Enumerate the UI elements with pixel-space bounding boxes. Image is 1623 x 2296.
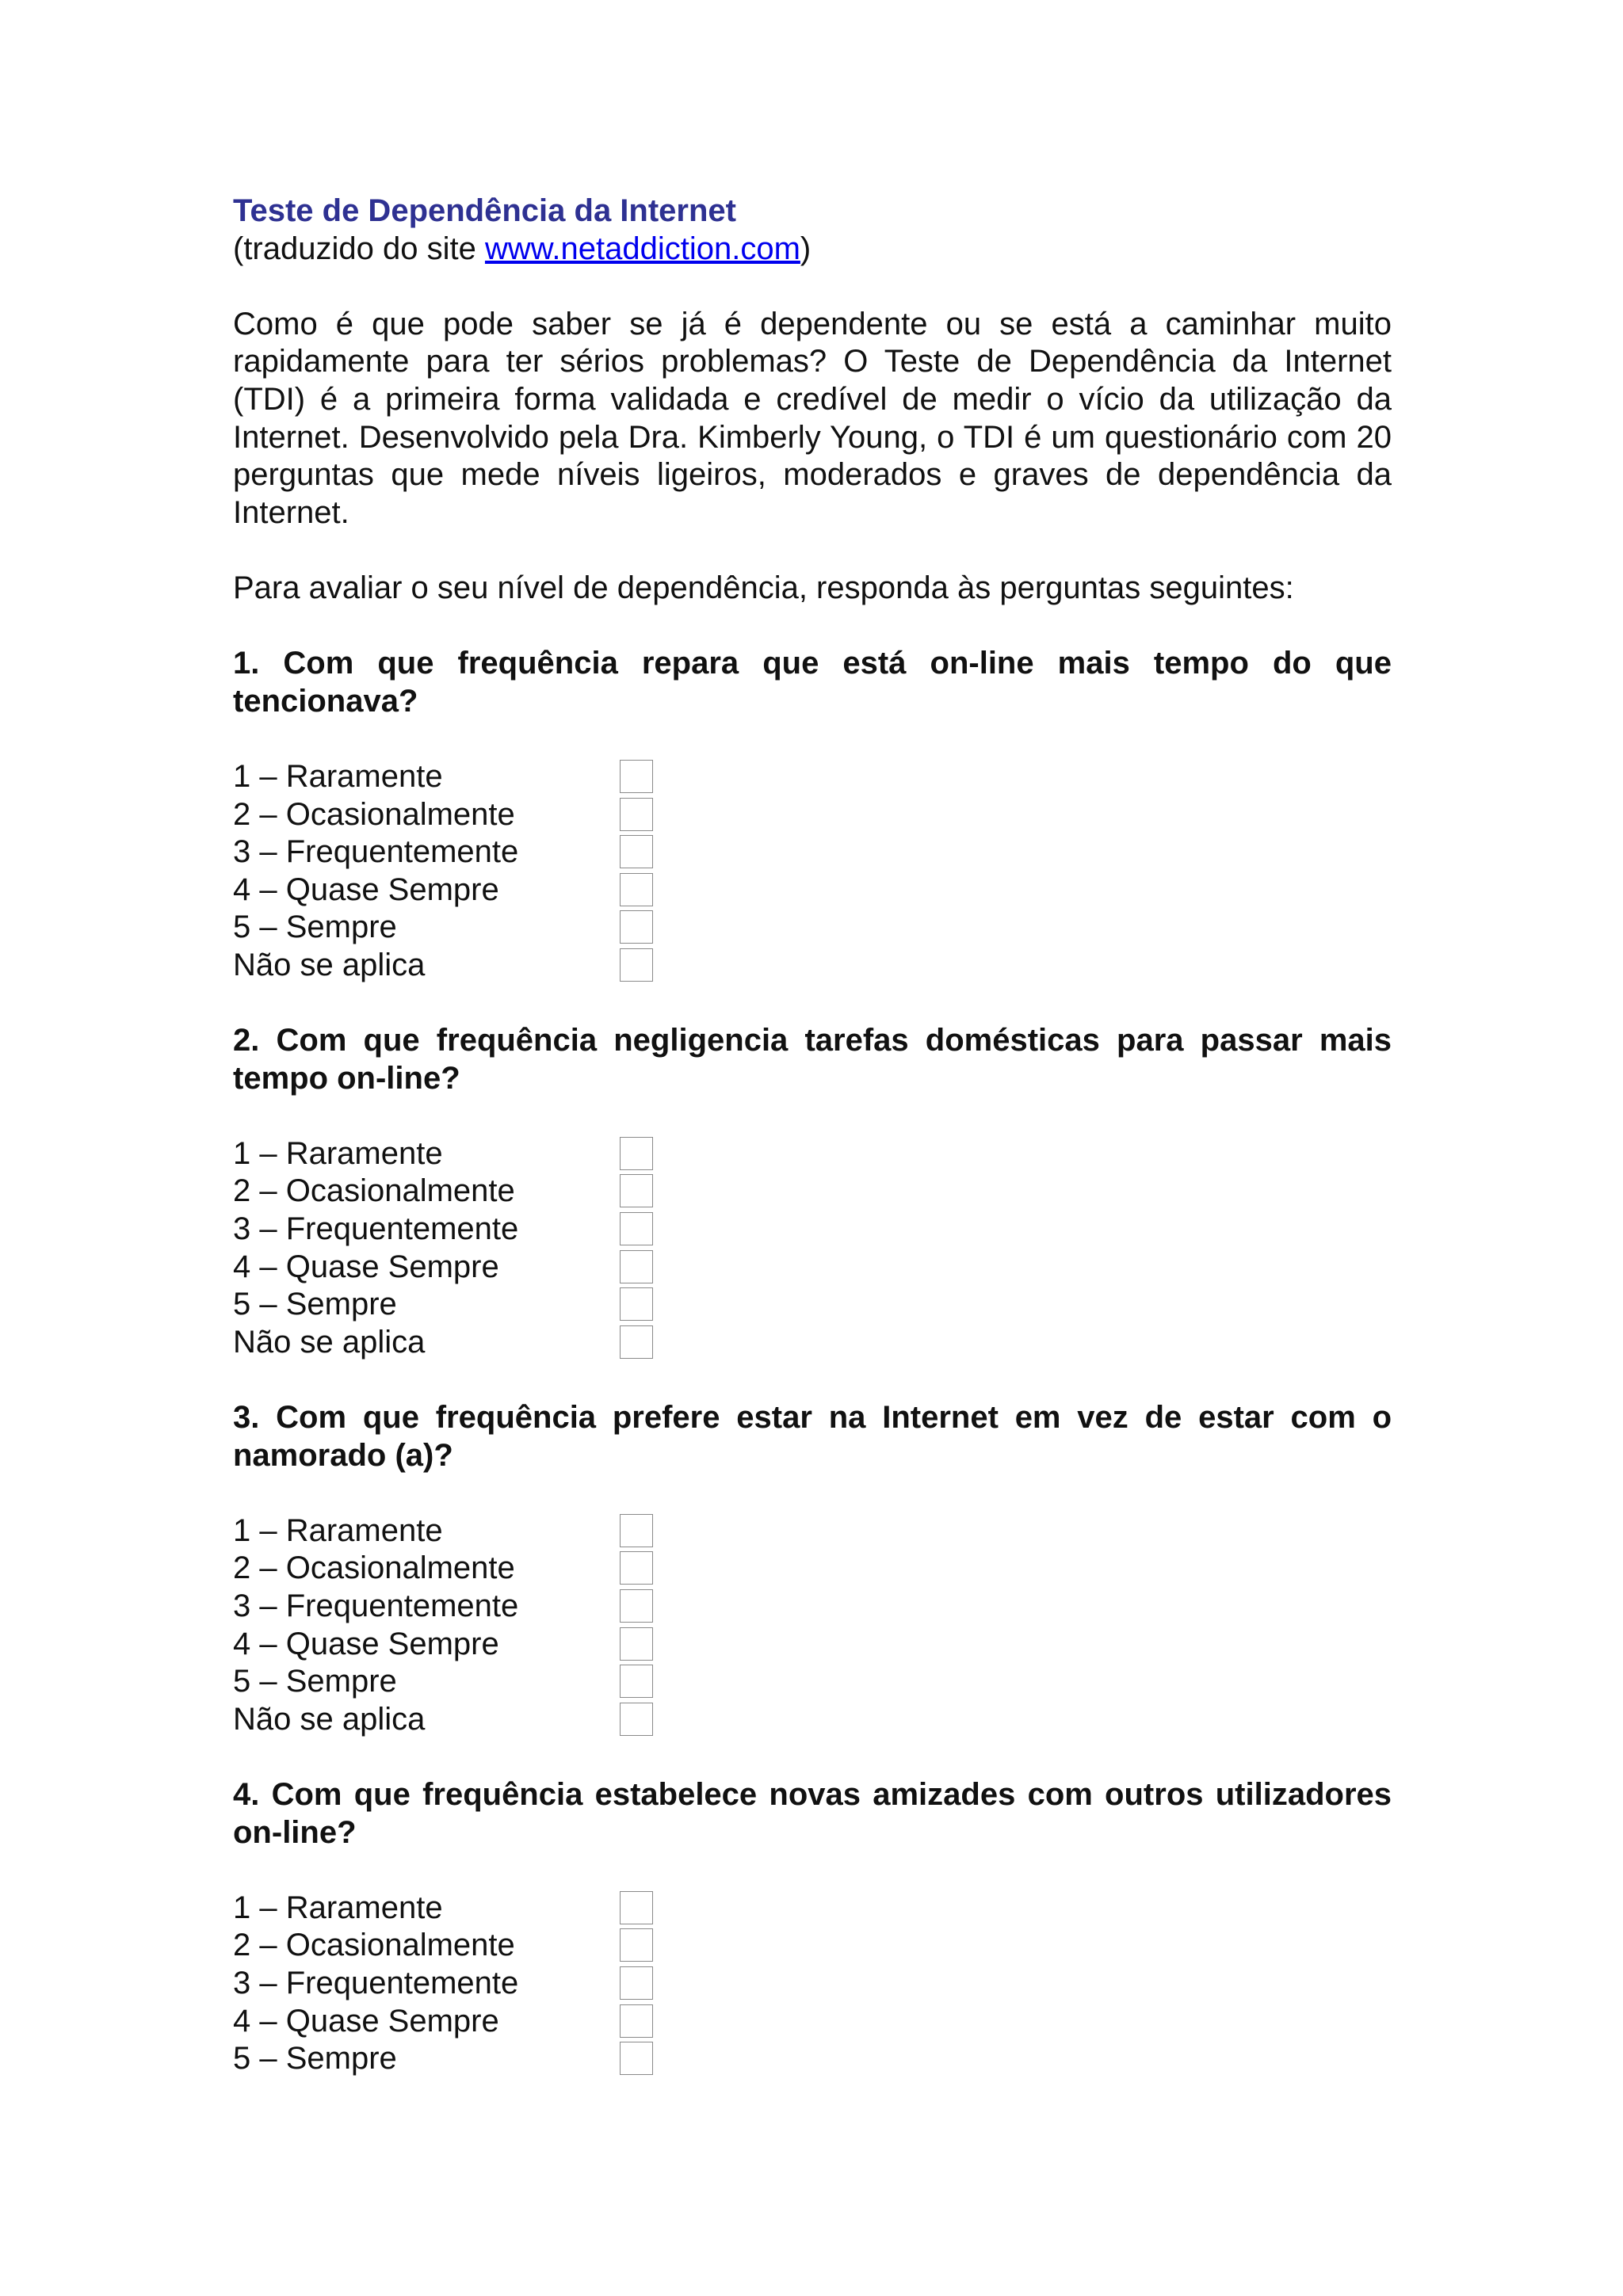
answer-option [233,1173,1392,1211]
answer-checkbox[interactable] [620,910,653,944]
answer-options [233,1890,1392,2078]
option-label: 5 – Sempre [233,910,397,945]
answer-checkbox[interactable] [620,1928,653,1962]
answer-checkbox[interactable] [620,1665,653,1698]
answer-option [233,1324,1392,1362]
option-label: 1 – Raramente [233,1890,443,1925]
answer-option [233,1286,1392,1324]
answer-checkbox[interactable] [620,1589,653,1623]
source-suffix: ) [800,231,812,266]
option-label: 3 – Frequentemente [233,1211,519,1247]
option-label: Não se aplica [233,1701,426,1737]
answer-checkbox[interactable] [620,1137,653,1170]
answer-option [233,1890,1392,1928]
option-label: 4 – Quase Sempre [233,2003,499,2039]
answer-options [233,1135,1392,1362]
answer-option [233,796,1392,834]
option-label: Não se aplica [233,1324,426,1360]
source-line [233,231,1392,269]
answer-option [233,1135,1392,1173]
answer-options [233,1512,1392,1739]
option-label: 4 – Quase Sempre [233,871,499,907]
question-list [233,645,1392,2078]
answer-checkbox[interactable] [620,835,653,868]
answer-option [233,1626,1392,1664]
answer-checkbox[interactable] [620,1514,653,1547]
answer-option [233,1927,1392,1965]
answer-option [233,871,1392,910]
answer-option [233,1965,1392,2003]
answer-checkbox[interactable] [620,1325,653,1359]
option-label: 1 – Raramente [233,1135,443,1171]
answer-checkbox[interactable] [620,1627,653,1661]
answer-checkbox[interactable] [620,1287,653,1321]
option-label: 5 – Sempre [233,2041,397,2077]
intro-paragraph: Como é que pode saber se já é dependente ou se está a caminhar muito rapidamente para ter sérios problemas? O Teste de Dependência da Internet (TDI) é a primeira forma validada e credível de medir o vício da utilização da Internet. Desenvolvido pela Dra. Kimberly Young, o TDI é um questionário com 20 perguntas que mede níveis ligeiros, moderados e graves de dependência da Internet. [233,306,1392,530]
answer-option [233,909,1392,947]
answer-checkbox[interactable] [620,2004,653,2038]
option-label: 3 – Frequentemente [233,1965,519,2000]
source-link[interactable]: www.netaddiction.com [484,231,800,266]
answer-option [233,2003,1392,2041]
option-label: 1 – Raramente [233,758,443,794]
answer-checkbox[interactable] [620,873,653,906]
question-text: 3. Com que frequência prefere estar na Internet em vez de estar com o namorado (a)? [233,1400,1392,1473]
answer-options [233,758,1392,985]
option-label: 5 – Sempre [233,1287,397,1322]
answer-checkbox[interactable] [620,2042,653,2075]
question-text: 2. Com que frequência negligencia tarefas domésticas para passar mais tempo on-line? [233,1023,1392,1096]
question-3 [233,1399,1392,1738]
option-label: 4 – Quase Sempre [233,1626,499,1661]
answer-option [233,1663,1392,1701]
document-page [233,193,1392,2078]
answer-checkbox[interactable] [620,798,653,831]
instruction-text: Para avaliar o seu nível de dependência, responda às perguntas seguintes: [233,570,1294,605]
answer-checkbox[interactable] [620,1966,653,2000]
option-label: 2 – Ocasionalmente [233,1928,515,1963]
answer-checkbox[interactable] [620,1551,653,1585]
answer-option [233,1701,1392,1739]
answer-option [233,833,1392,871]
answer-option [233,1211,1392,1249]
answer-checkbox[interactable] [620,1250,653,1283]
option-label: 4 – Quase Sempre [233,1249,499,1284]
answer-option [233,2040,1392,2078]
answer-option [233,1550,1392,1588]
answer-option [233,1588,1392,1626]
option-label: 2 – Ocasionalmente [233,796,515,832]
answer-option [233,1249,1392,1287]
option-label: Não se aplica [233,947,426,982]
option-label: 3 – Frequentemente [233,1588,519,1623]
answer-option [233,1512,1392,1550]
answer-checkbox[interactable] [620,1891,653,1924]
question-4 [233,1776,1392,2078]
option-label: 2 – Ocasionalmente [233,1173,515,1209]
answer-option [233,947,1392,985]
answer-checkbox[interactable] [620,1703,653,1736]
answer-checkbox[interactable] [620,948,653,982]
option-label: 3 – Frequentemente [233,834,519,870]
option-label: 5 – Sempre [233,1664,397,1699]
answer-checkbox[interactable] [620,760,653,793]
answer-checkbox[interactable] [620,1212,653,1245]
question-text: 4. Com que frequência estabelece novas amizades com outros utilizadores on-line? [233,1776,1392,1850]
question-1 [233,645,1392,984]
source-prefix: (traduzido do site [233,231,485,266]
question-text: 1. Com que frequência repara que está on-line mais tempo do que tencionava? [233,646,1392,719]
option-label: 2 – Ocasionalmente [233,1550,515,1586]
question-2 [233,1022,1392,1361]
answer-checkbox[interactable] [620,1174,653,1207]
answer-option [233,758,1392,796]
page-title: Teste de Dependência da Internet [233,193,736,228]
option-label: 1 – Raramente [233,1512,443,1548]
